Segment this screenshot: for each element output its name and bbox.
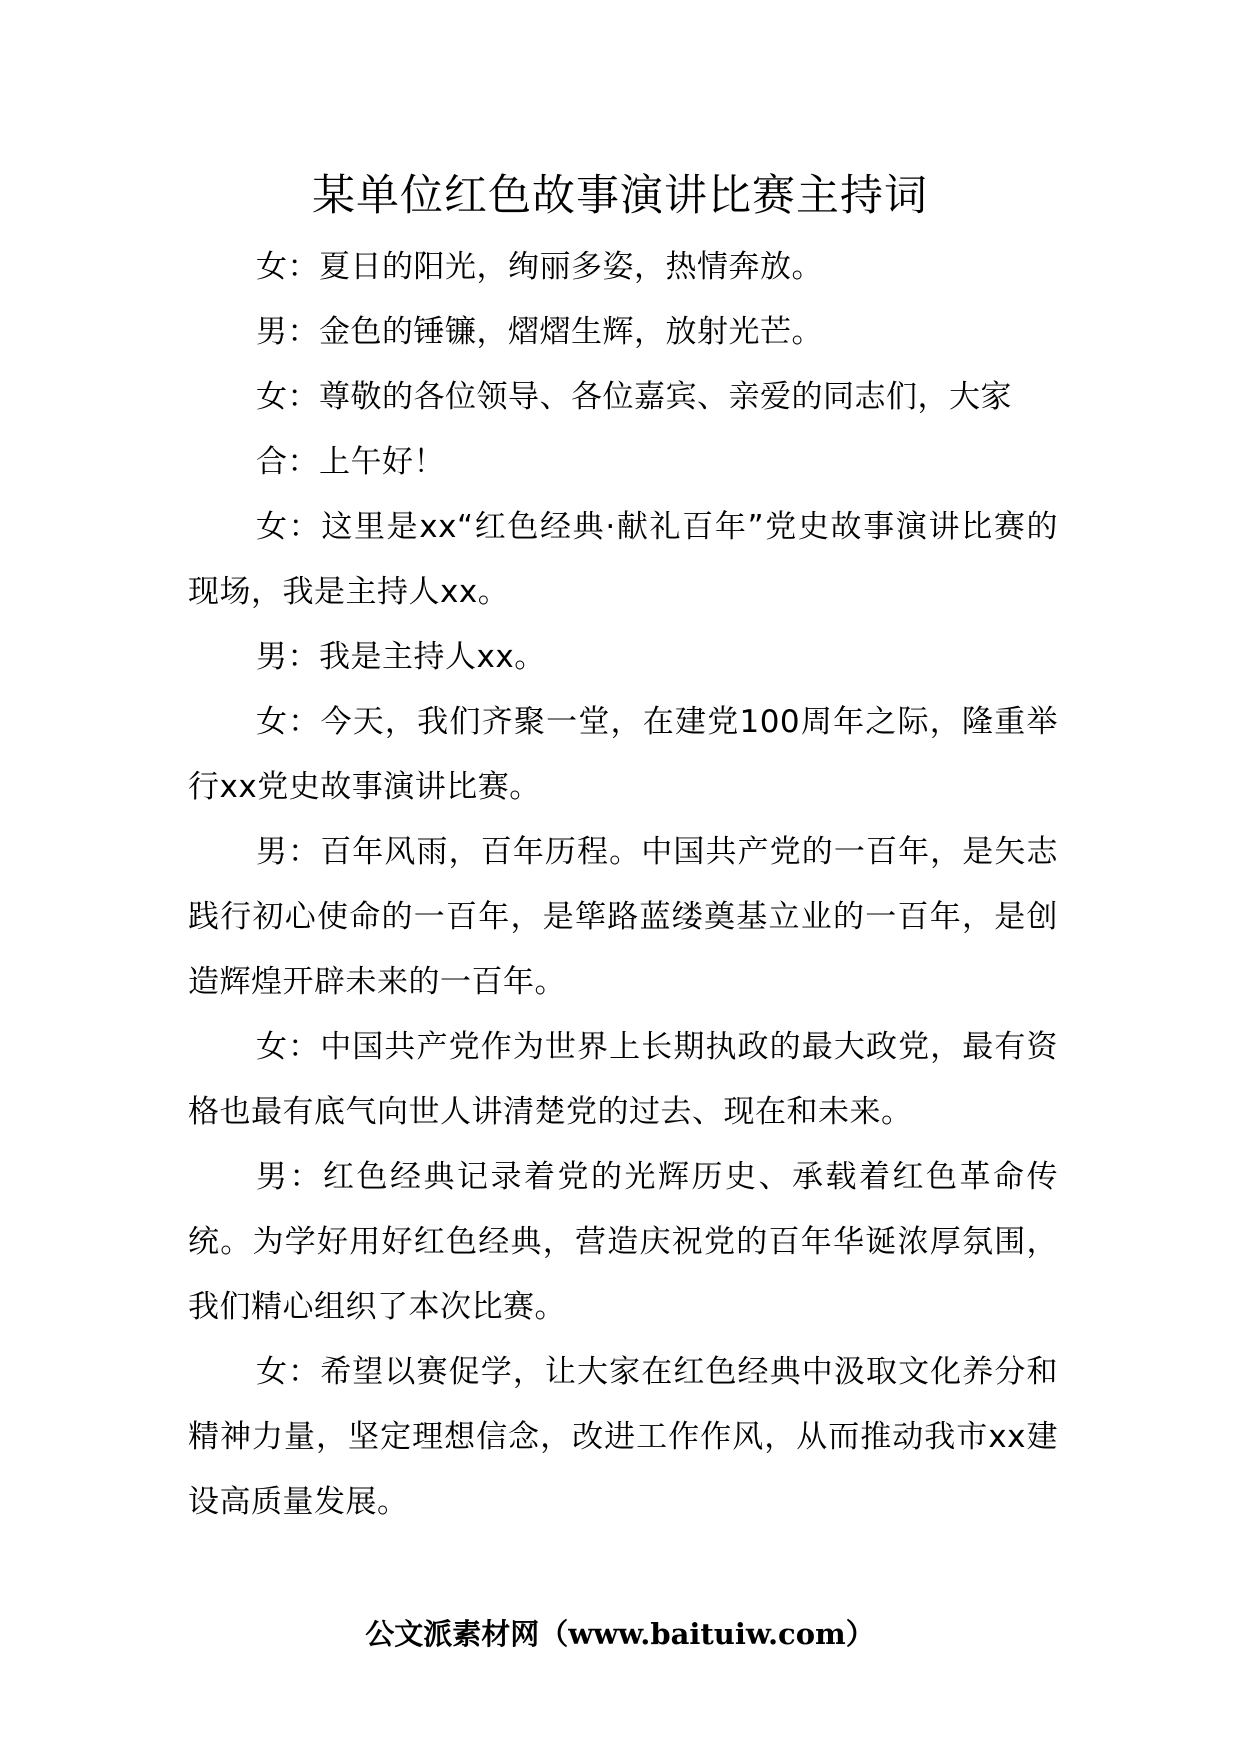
- document-title: 某单位红色故事演讲比赛主持词: [312, 171, 928, 221]
- paragraph-3: 女：尊敬的各位领导、各位嘉宾、亲爱的同志们，大家: [256, 379, 1012, 415]
- paragraph-9: 女：中国共产党作为世界上长期执政的最大政党，最有资格也最有底气向世人讲清楚党的过去、现在和未来。: [188, 1029, 1058, 1130]
- paragraph-4: 合：上午好！: [256, 444, 445, 480]
- paragraph-2: 男：金色的锤镰，熠熠生辉，放射光芒。: [256, 314, 823, 350]
- document-body: [188, 235, 1058, 1535]
- paragraph-5: 女：这里是xx“红色经典·献礼百年”党史故事演讲比赛的现场，我是主持人xx。: [188, 509, 1058, 610]
- page-footer: 公文派素材网（www.baituiw.com）: [365, 1617, 875, 1651]
- paragraph-7: 女：今天，我们齐聚一堂，在建党100周年之际，隆重举行xx党史故事演讲比赛。: [188, 704, 1058, 805]
- paragraph-8: 男：百年风雨，百年历程。中国共产党的一百年，是矢志践行初心使命的一百年，是筚路蓝缕奠基立业的一百年，是创造辉煌开辟未来的一百年。: [188, 834, 1058, 1000]
- paragraph-6: 男：我是主持人xx。: [256, 639, 546, 675]
- paragraph-1: 女：夏日的阳光，绚丽多姿，热情奔放。: [256, 249, 823, 285]
- paragraph-10: 男：红色经典记录着党的光辉历史、承载着红色革命传统。为学好用好红色经典，营造庆祝党的百年华诞浓厚氛围，我们精心组织了本次比赛。: [188, 1159, 1058, 1325]
- paragraph-11: 女：希望以赛促学，让大家在红色经典中汲取文化养分和精神力量，坚定理想信念，改进工作作风，从而推动我市xx建设高质量发展。: [188, 1354, 1058, 1520]
